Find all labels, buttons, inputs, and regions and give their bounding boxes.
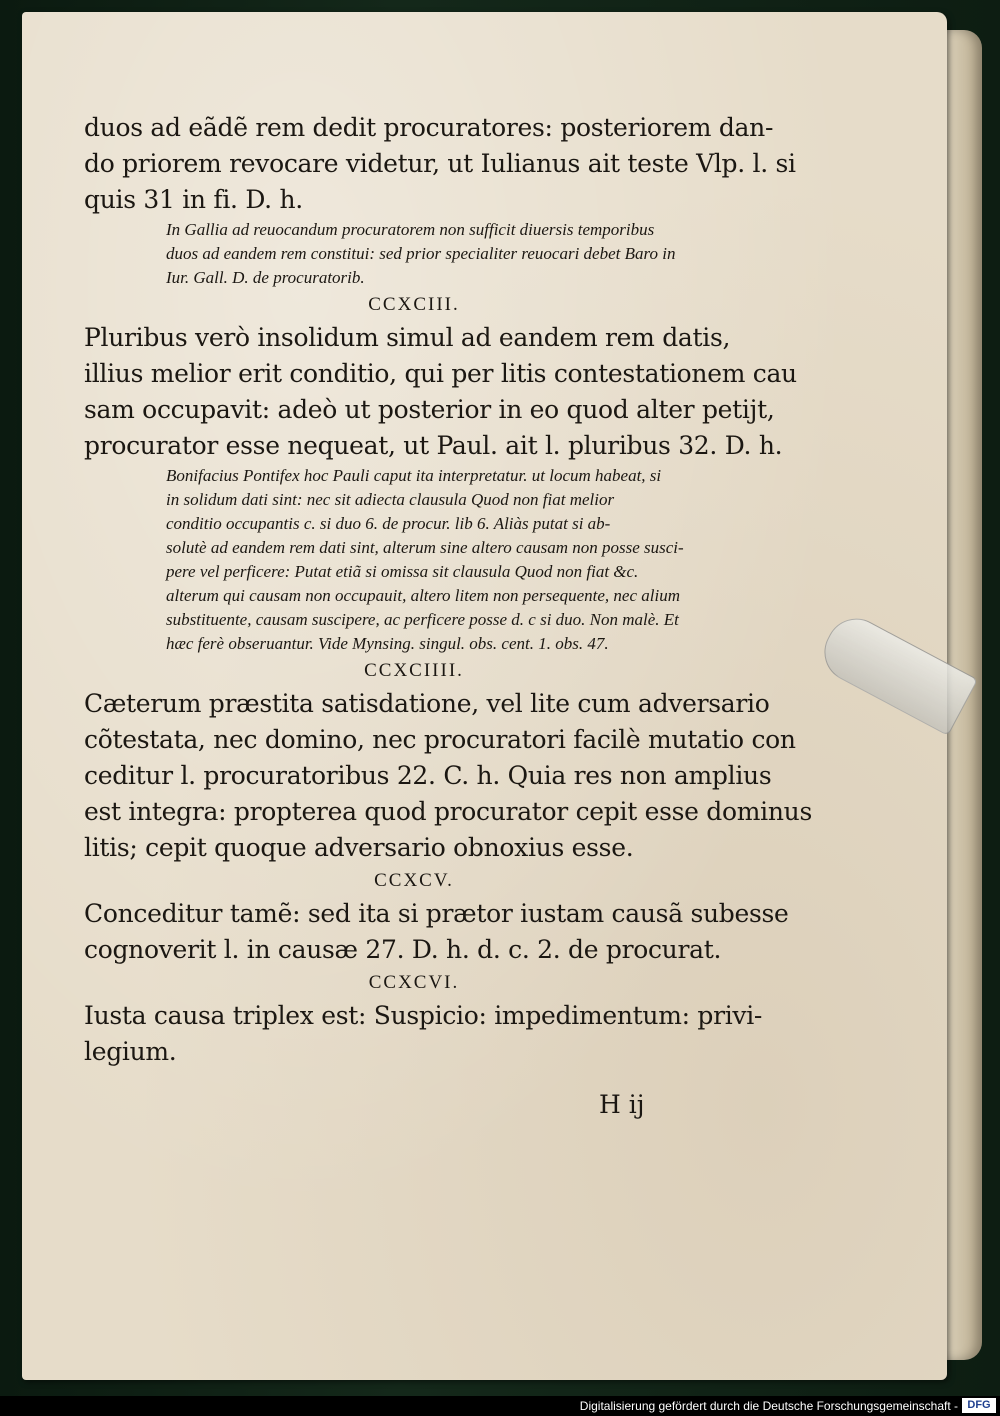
text-block: [84, 110, 812, 1070]
gloss-line: Bonifacius Pontifex hoc Pauli caput ita interpretatur. ut locum habeat, si: [166, 466, 662, 485]
gloss-line: in solidum dati sint: nec sit adiecta clausula Quod non fiat melior: [166, 490, 615, 509]
main-paragraph: [84, 320, 797, 464]
footer-bar: [0, 1396, 1000, 1416]
text-line: est integra: propterea quod procurator cepit esse dominus: [84, 797, 812, 826]
section-heading: CCXCV.: [374, 870, 454, 891]
signature-mark: H ij: [599, 1090, 645, 1119]
text-line: litis; cepit quoque adversario obnoxius esse.: [84, 833, 634, 862]
footer-text: Digitalisierung gefördert durch die Deutsche Forschungsgemeinschaft -: [579, 1399, 958, 1413]
text-line: legium.: [84, 1037, 177, 1066]
text-line: cognoverit l. in causæ 27. D. h. d. c. 2. de procurat.: [84, 935, 722, 964]
text-line: Cæterum præstita satisdatione, vel lite cum adversario: [84, 689, 770, 718]
main-paragraph: [84, 110, 796, 218]
section-heading: CCXCIIII.: [364, 660, 464, 681]
gloss-line: duos ad eandem rem constitui: sed prior specialiter reuocari debet Baro in: [166, 244, 676, 263]
text-line: duos ad eãdẽ rem dedit procuratores: posteriorem dan-: [84, 113, 774, 142]
text-line: illius melior erit conditio, qui per litis contestationem cau: [84, 359, 797, 388]
text-line: do priorem revocare videtur, ut Iulianus ait teste Vlp. l. si: [84, 149, 796, 178]
main-paragraph: [84, 896, 789, 968]
text-line: quis 31 in fi. D. h.: [84, 185, 303, 214]
gloss-line: pere vel perficere: Putat etiã si omissa sit clausula Quod non fiat &c.: [166, 562, 639, 581]
gloss-line: In Gallia ad reuocandum procuratorem non sufficit diuersis temporibus: [166, 220, 655, 239]
text-line: Conceditur tamẽ: sed ita si prætor iustam causã subesse: [84, 899, 789, 928]
text-line: procurator esse nequeat, ut Paul. ait l. pluribus 32. D. h.: [84, 431, 783, 460]
text-line: sam occupavit: adeò ut posterior in eo quod alter petijt,: [84, 395, 775, 424]
text-line: ceditur l. procuratoribus 22. C. h. Quia res non amplius: [84, 761, 772, 790]
text-line: cõtestata, nec domino, nec procuratori facilè mutatio con: [84, 725, 796, 754]
main-paragraph: [84, 998, 763, 1070]
gloss-paragraph: [84, 464, 744, 656]
gloss-line: substituente, causam suscipere, ac perficere posse d. c si duo. Non malè. Et: [166, 610, 679, 629]
text-line: Iusta causa triplex est: Suspicio: impedimentum: privi-: [84, 1001, 763, 1030]
main-paragraph: [84, 686, 812, 866]
gloss-line: conditio occupantis c. si duo 6. de procur. lib 6. Aliàs putat si ab-: [166, 514, 611, 533]
dfg-logo: DFG: [962, 1398, 996, 1413]
section-heading: CCXCVI.: [368, 972, 460, 993]
section-heading: CCXCIII.: [368, 294, 460, 315]
gloss-line: alterum qui causam non occupauit, altero litem non persequente, nec alium: [166, 586, 681, 605]
book-page: [22, 12, 947, 1380]
gloss-line: solutè ad eandem rem dati sint, alterum sine altero causam non posse susci-: [166, 538, 684, 557]
gloss-paragraph: [84, 218, 744, 290]
gloss-line: hæc ferè obseruantur. Vide Mynsing. singul. obs. cent. 1. obs. 47.: [166, 634, 609, 653]
gloss-line: Iur. Gall. D. de procuratorib.: [166, 268, 365, 287]
text-line: Pluribus verò insolidum simul ad eandem rem datis,: [84, 323, 731, 352]
